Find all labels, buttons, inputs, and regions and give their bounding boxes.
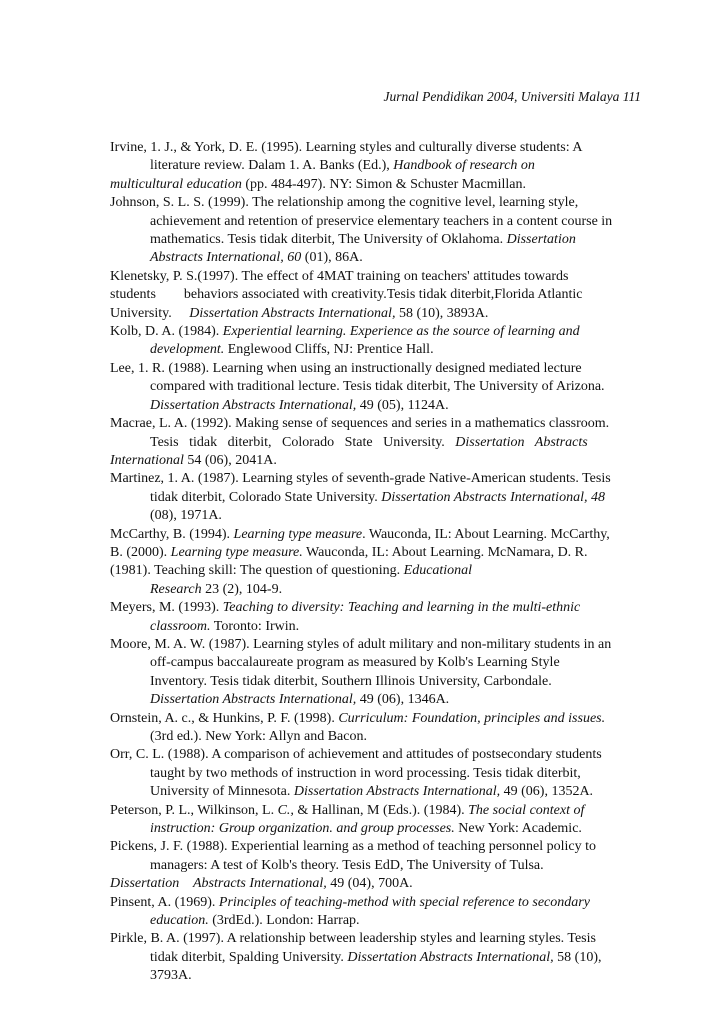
reference-irvine xyxy=(110,139,641,194)
ref-text: tidak diterbit, Colorado State University. xyxy=(150,489,378,505)
ref-title: Learning type measure. xyxy=(170,544,303,560)
reference-kolb xyxy=(110,323,641,360)
ref-text: Englewood Cliffs, NJ: Prentice Hall. xyxy=(227,342,434,358)
ref-line xyxy=(110,489,641,507)
reference-johnson xyxy=(110,194,641,268)
ref-line xyxy=(110,710,641,728)
ref-title: development. xyxy=(150,342,225,358)
running-header xyxy=(0,88,641,106)
ref-title: Learning type measure xyxy=(233,526,363,542)
ref-text: McCarthy, B. (1994). xyxy=(110,526,231,542)
ref-title: Dissertation Abstracts xyxy=(455,434,588,450)
reference-peterson xyxy=(110,802,641,839)
ref-line xyxy=(110,599,641,617)
ref-text: 23 (2), 104-9. xyxy=(205,581,283,597)
ref-text: 49 (04), 700A. xyxy=(330,876,413,892)
ref-line: managers: A test of Kolb's theory. Tesis EdD, The University of Tulsa. xyxy=(150,857,544,873)
ref-text: Kolb, D. A. (1984). xyxy=(110,324,220,340)
ref-line xyxy=(110,434,641,452)
ref-title: Research xyxy=(150,581,202,597)
ref-title: Abstracts International, 60 xyxy=(150,250,302,266)
ref-title: multicultural education xyxy=(110,176,242,192)
ref-text: . Wauconda, IL: About Learning. McCarthy, xyxy=(362,526,610,542)
ref-title: Principles of teaching-method with special reference to secondary xyxy=(218,894,590,910)
ref-title: The social context of xyxy=(468,802,585,818)
ref-text: (pp. 484-497). NY: Simon & Schuster Macmillan. xyxy=(245,176,526,192)
ref-text: University. xyxy=(110,305,172,321)
ref-text: mathematics. Tesis tidak diterbit, The University of Oklahoma. xyxy=(150,232,504,248)
ref-text: Toronto: Irwin. xyxy=(213,618,300,634)
ref-line xyxy=(110,581,641,599)
page-number: 111 xyxy=(622,89,641,104)
ref-title: Dissertation xyxy=(506,232,576,248)
ref-line: Martinez, 1. A. (1987). Learning styles of seventh-grade Native-American students. Tesis xyxy=(110,471,611,487)
ref-title: Dissertation Abstracts International, xyxy=(150,692,357,708)
ref-text: (3rdEd.). London: Harrap. xyxy=(212,913,360,929)
ref-text: 54 (06), 2041A. xyxy=(183,452,277,468)
ref-title: Dissertation Abstracts International, 48 xyxy=(381,489,605,505)
reference-pickens xyxy=(110,838,641,893)
ref-line: (3rd ed.). New York: Allyn and Bacon. xyxy=(150,729,367,744)
ref-line xyxy=(110,949,641,967)
ref-line xyxy=(110,305,641,323)
ref-title: education. xyxy=(150,913,209,929)
ref-line xyxy=(110,820,641,838)
ref-line: Johnson, S. L. S. (1999). The relationship among the cognitive level, learning style, xyxy=(110,195,579,211)
ref-line xyxy=(110,783,641,801)
reference-list xyxy=(110,139,641,986)
ref-text: Ornstein, A. c., & Hunkins, P. F. (1998). xyxy=(110,710,335,726)
ref-line: 3793A. xyxy=(150,968,192,984)
ref-line xyxy=(110,397,641,415)
ref-line xyxy=(110,231,641,249)
ref-line: Irvine, 1. J., & York, D. E. (1995). Learning styles and culturally diverse students: A xyxy=(110,140,583,155)
ref-text: Wauconda, IL: About Learning. McNamara, D. R. xyxy=(306,544,588,560)
ref-line xyxy=(110,526,641,544)
ref-line xyxy=(110,157,641,175)
ref-line: achievement and retention of preservice elementary teachers in a content course in xyxy=(150,213,613,229)
ref-line: Inventory. Tesis tidak diterbit, Southern Illinois University, Carbondale. xyxy=(150,673,552,689)
ref-line xyxy=(110,452,641,470)
ref-text: & Hallinan, M (Eds.). (1984). xyxy=(297,802,465,818)
reference-klenetsky xyxy=(110,268,641,323)
ref-title: Dissertation Abstracts International, xyxy=(293,784,501,800)
ref-title: Teaching to diversity: Teaching and learning in the multi-ethnic xyxy=(222,600,581,616)
reference-macrae xyxy=(110,415,641,470)
ref-title: Dissertation Abstracts International, xyxy=(110,876,327,892)
ref-line: Orr, C. L. (1988). A comparison of achievement and attitudes of postsecondary students xyxy=(110,747,602,763)
ref-line: (08), 1971A. xyxy=(150,508,222,524)
ref-line xyxy=(110,249,641,267)
reference-pirkle xyxy=(110,930,641,985)
ref-text: B. (2000). xyxy=(110,544,168,560)
reference-pinsent xyxy=(110,894,641,931)
ref-line xyxy=(110,875,641,893)
ref-line xyxy=(110,691,641,709)
reference-orr xyxy=(110,746,641,801)
ref-text: 49 (05), 1124A. xyxy=(359,397,449,413)
ref-line: Macrae, L. A. (1992). Making sense of sequences and series in a mathematics classroom. xyxy=(110,416,610,432)
ref-title: Dissertation Abstracts International, xyxy=(150,397,357,413)
ref-text: literature review. Dalam 1. A. Banks (Ed.), xyxy=(150,158,390,174)
ref-line xyxy=(110,176,641,194)
ref-title: Curriculum: Foundation, principles and issues. xyxy=(338,710,606,726)
ref-text: New York: Academic. xyxy=(458,821,582,837)
ref-text: Peterson, P. L., Wilkinson, L. xyxy=(110,802,275,818)
ref-line xyxy=(110,618,641,636)
ref-text: Meyers, M. (1993). xyxy=(110,600,220,616)
journal-title: Jurnal Pendidikan 2004, Universiti Malaya xyxy=(383,89,620,104)
ref-line: Pirkle, B. A. (1997). A relationship between leadership styles and learning styles. Tesis xyxy=(110,931,596,947)
ref-title: International xyxy=(110,452,184,468)
ref-line: students behaviors associated with creativity.Tesis tidak diterbit,Florida Atlantic xyxy=(110,287,583,303)
reference-meyers xyxy=(110,599,641,636)
reference-lee xyxy=(110,360,641,415)
ref-title: Educational xyxy=(403,563,473,579)
ref-text: Tesis tidak diterbit, Colorado State University. xyxy=(150,434,445,450)
ref-line xyxy=(110,544,641,562)
ref-title: C., xyxy=(277,802,294,818)
ref-title: Dissertation Abstracts International, xyxy=(189,305,396,321)
ref-line: off-campus baccalaureate program as measured by Kolb's Learning Style xyxy=(150,655,560,671)
ref-text: tidak diterbit, Spalding University. xyxy=(150,949,344,965)
ref-text: 49 (06), 1346A. xyxy=(359,692,450,708)
ref-title: Handbook of research on xyxy=(393,158,535,174)
ref-text: 58 (10), 3893A. xyxy=(398,305,489,321)
ref-line xyxy=(110,912,641,930)
ref-text: 49 (06), 1352A. xyxy=(503,784,594,800)
ref-text: (1981). Teaching skill: The question of questioning. xyxy=(110,563,401,579)
ref-line: Klenetsky, P. S.(1997). The effect of 4MAT training on teachers' attitudes towards xyxy=(110,268,569,284)
ref-line: Moore, M. A. W. (1987). Learning styles of adult military and non-military students in an xyxy=(110,636,612,652)
reference-ornstein xyxy=(110,710,641,747)
ref-text: (01), 86A. xyxy=(304,250,363,266)
ref-line xyxy=(110,341,641,359)
ref-text: University of Minnesota. xyxy=(150,784,291,800)
ref-title: classroom. xyxy=(150,618,211,634)
ref-line: Lee, 1. R. (1988). Learning when using an instructionally designed mediated lecture xyxy=(110,360,582,376)
ref-title: instruction: Group organization. and group processes. xyxy=(150,821,455,837)
ref-line xyxy=(110,894,641,912)
ref-line: compared with traditional lecture. Tesis tidak diterbit, The University of Arizona. xyxy=(150,379,605,395)
ref-line xyxy=(110,323,641,341)
reference-martinez xyxy=(110,470,641,525)
ref-line xyxy=(110,802,641,820)
ref-line: taught by two methods of instruction in word processing. Tesis tidak diterbit, xyxy=(150,765,581,781)
ref-line: Pickens, J. F. (1988). Experiential learning as a method of teaching personnel policy to xyxy=(110,839,597,855)
ref-title: Dissertation Abstracts International, xyxy=(347,949,554,965)
ref-text: Pinsent, A. (1969). xyxy=(110,894,216,910)
ref-title: Experiential learning. Experience as the source of learning and xyxy=(222,324,580,340)
ref-text: 58 (10), xyxy=(557,949,602,965)
ref-line xyxy=(110,562,641,580)
reference-moore xyxy=(110,636,641,710)
reference-mccarthy xyxy=(110,526,641,600)
